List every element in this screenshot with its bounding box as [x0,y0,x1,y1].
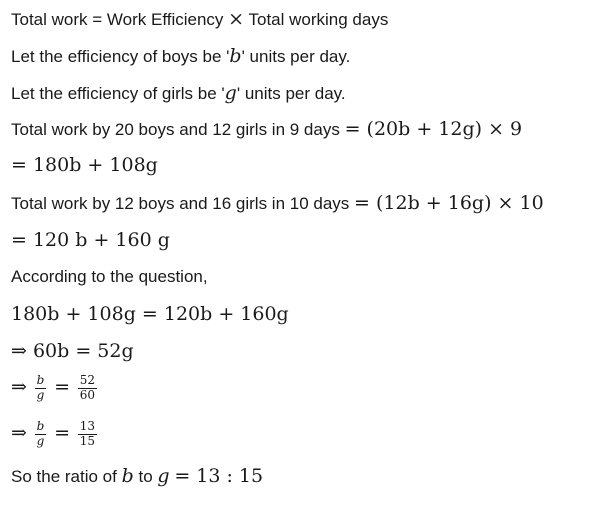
times-symbol: × [228,8,245,30]
line-final-ratio [11,467,263,486]
line-equation [11,305,289,324]
girls-text-end: ' units per day. [236,84,346,103]
boys-text-end: ' units per day. [241,47,351,66]
line-girls-efficiency [11,84,346,103]
implies-arrow: ⇒ [11,375,27,398]
final-var-b: b [121,465,134,487]
according-text: According to the question, [11,267,208,286]
line-ratio-52-60 [11,374,100,403]
girls-text-start: Let the efficiency of girls be ' [11,84,225,103]
case-1-text: Total work by 20 boys and 12 girls in 9 days [11,120,340,139]
line-total-work-formula [11,10,388,29]
fraction-numerator: b [36,419,45,433]
formula-right: Total working days [248,10,389,29]
fraction-denominator: 60 [79,387,96,402]
fraction-denominator: 15 [79,433,96,448]
line-ratio-13-15 [11,420,100,449]
final-var-g: g [157,465,170,487]
equation: 180b + 108g = 120b + 160g [11,303,289,325]
simplified-equation: ⇒ 60b = 52g [11,340,134,362]
line-work-case-1 [11,120,522,139]
fraction-b-over-g [35,374,47,403]
fraction-52-over-60 [78,374,97,403]
line-according-question [11,268,208,285]
equals-sign: = [54,421,70,444]
equals-sign: = [54,375,70,398]
boys-variable: b [229,45,242,67]
final-to: to [138,467,153,486]
fraction-13-over-15 [78,420,97,449]
line-boys-efficiency [11,47,350,66]
line-work-case-2 [11,194,544,213]
implies-arrow: ⇒ [11,421,27,444]
line-simplified [11,342,134,361]
fraction-denominator: g [36,433,45,448]
case-1-result: = 180b + 108g [11,154,158,176]
final-ratio: = 13 : 15 [174,465,264,487]
case-2-expression: = (12b + 16g) × 10 [354,192,544,214]
fraction-b-over-g [35,420,47,449]
formula-left: Total work = Work Efficiency [11,10,224,29]
fraction-numerator: 13 [79,419,96,433]
fraction-denominator: g [36,387,45,402]
line-case-1-result [11,156,158,175]
final-text: So the ratio of [11,467,117,486]
case-2-text: Total work by 12 boys and 16 girls in 10 days [11,194,350,213]
case-1-expression: = (20b + 12g) × 9 [344,118,523,140]
girls-variable: g [224,82,237,104]
fraction-numerator: 52 [79,373,96,387]
boys-text-start: Let the efficiency of boys be ' [11,47,230,66]
fraction-numerator: b [36,373,45,387]
case-2-result: = 120 b + 160 g [11,229,170,251]
line-case-2-result [11,231,170,250]
